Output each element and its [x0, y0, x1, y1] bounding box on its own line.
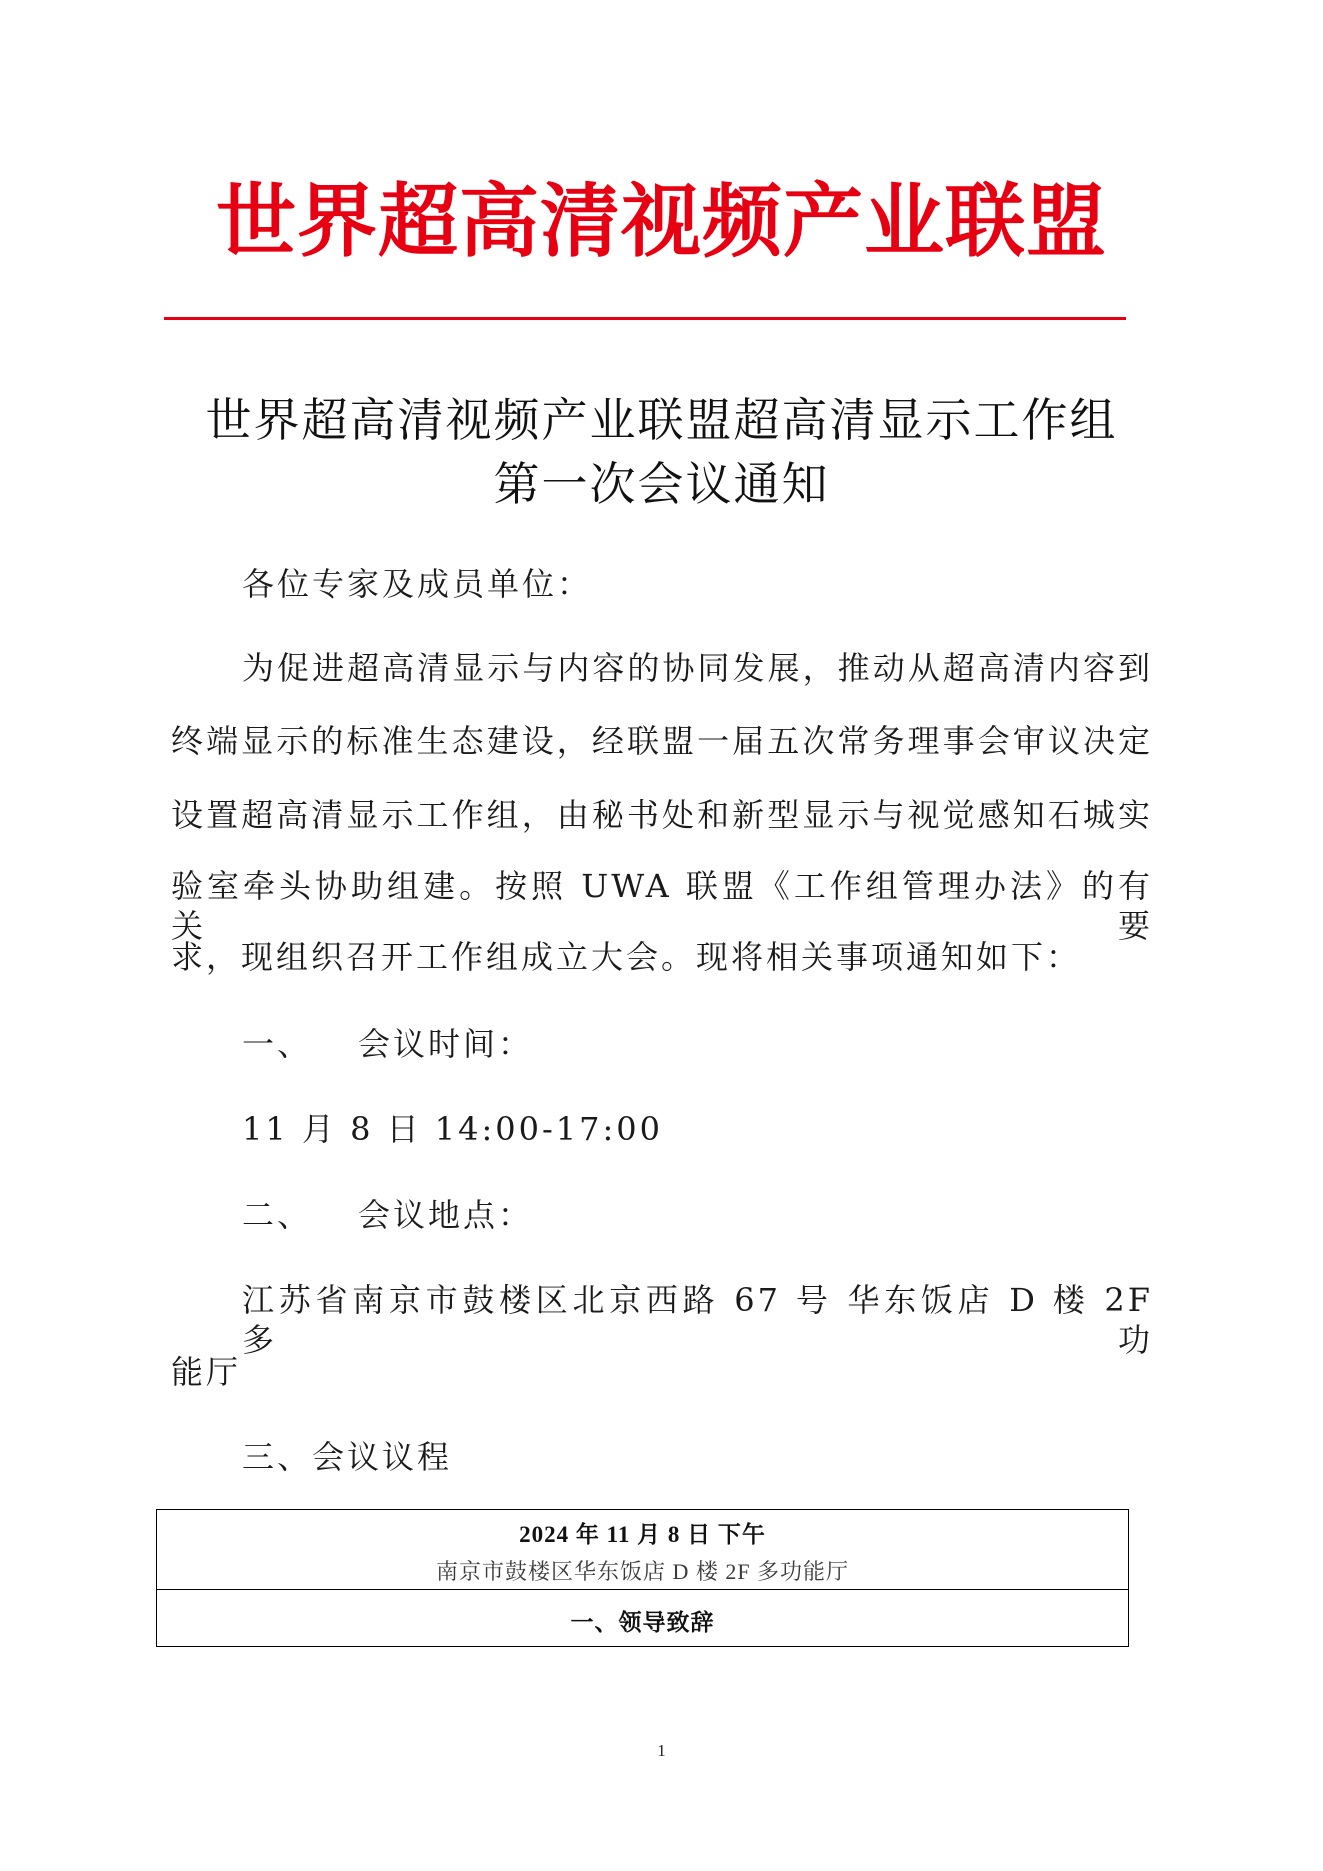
- intro-paragraph-line: 终端显示的标准生态建设，经联盟一届五次常务理事会审议决定: [171, 722, 1153, 760]
- agenda-header-row: [157, 1510, 1128, 1590]
- letterhead-title: 世界超高清视频产业联盟: [216, 174, 1107, 268]
- section-number: 二、: [242, 1196, 313, 1234]
- agenda-table: [156, 1509, 1129, 1647]
- section-heading-meeting-venue: 会议地点：: [358, 1196, 534, 1234]
- section-heading-meeting-time: 会议时间：: [358, 1025, 534, 1063]
- venue-address-line: 能厅: [171, 1353, 242, 1391]
- salutation: 各位专家及成员单位：: [242, 565, 593, 603]
- notice-title: [0, 388, 1323, 516]
- notice-title-line: 第一次会议通知: [493, 457, 830, 511]
- venue-address-line: 江苏省南京市鼓楼区北京西路 67 号 华东饭店 D 楼 2F 多功: [242, 1281, 1153, 1359]
- agenda-location: 南京市鼓楼区华东饭店 D 楼 2F 多功能厅: [435, 1559, 850, 1584]
- agenda-item: 一、领导致辞: [570, 1609, 715, 1635]
- notice-title-line: 世界超高清视频产业联盟超高清显示工作组: [205, 393, 1118, 447]
- page-number: 1: [657, 1741, 666, 1760]
- intro-paragraph-line: 设置超高清显示工作组，由秘书处和新型显示与视觉感知石城实: [171, 796, 1153, 834]
- intro-paragraph-line: 为促进超高清显示与内容的协同发展，推动从超高清内容到: [242, 649, 1153, 687]
- agenda-date: 2024 年 11 月 8 日 下午: [519, 1522, 766, 1547]
- meeting-time: 11 月 8 日 14:00-17:00: [242, 1110, 664, 1148]
- section-number: 一、: [242, 1025, 313, 1063]
- section-heading-agenda: 三、会议议程: [242, 1438, 453, 1476]
- intro-paragraph-line: 求，现组织召开工作组成立大会。现将相关事项通知如下：: [171, 938, 1082, 976]
- letterhead-red-rule: [164, 317, 1126, 320]
- agenda-item-row: [157, 1590, 1128, 1646]
- intro-paragraph-line: 验室牵头协助组建。按照 UWA 联盟《工作组管理办法》的有关要: [171, 867, 1153, 945]
